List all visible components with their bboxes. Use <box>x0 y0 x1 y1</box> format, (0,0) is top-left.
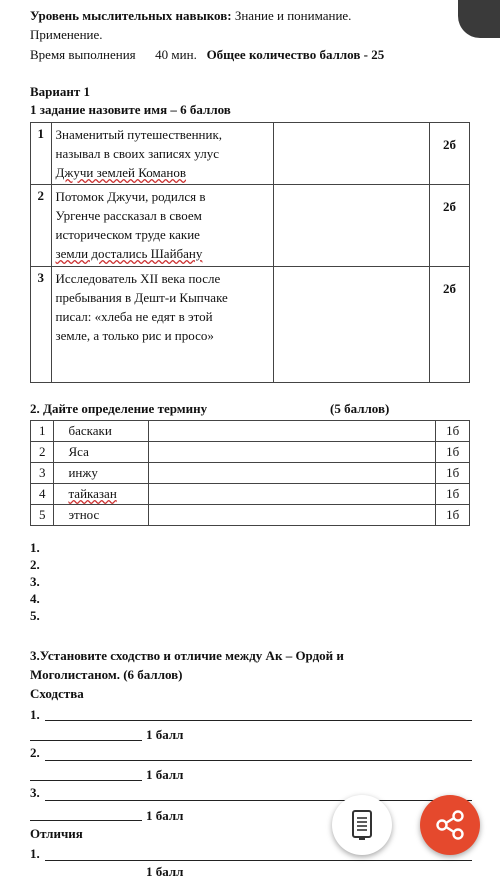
task2-title <box>30 401 207 417</box>
total-points: Общее количество баллов - 25 <box>206 47 385 62</box>
answer-line[interactable] <box>30 780 142 781</box>
text-line: историческом труде какие <box>55 227 200 242</box>
points-note: 1 балл <box>146 767 184 782</box>
text-line: земли достались Шайбану <box>55 246 203 261</box>
answer-cell[interactable] <box>274 185 430 267</box>
row-number: 2 <box>31 185 52 267</box>
task3-title-line2: Моголистаном. (6 баллов) <box>30 667 183 682</box>
text-line: Знаменитый путешественник, <box>55 127 223 142</box>
task1-title: 1 задание назовите имя – 6 баллов <box>30 102 231 117</box>
task2-points: (5 баллов) <box>330 401 390 416</box>
table-row <box>31 267 470 383</box>
points-cell: 2б <box>429 267 469 383</box>
similarity-item: 1. <box>30 707 40 722</box>
text-line: называл в своих записях улус <box>55 146 219 161</box>
answer-number: 4. <box>30 591 40 606</box>
table-row <box>31 463 470 484</box>
answer-number: 2. <box>30 557 40 572</box>
answer-line[interactable] <box>30 740 142 741</box>
row-number: 2 <box>31 442 54 463</box>
points-cell: 1б <box>436 505 470 526</box>
table-row <box>31 505 470 526</box>
document-button[interactable] <box>332 795 392 855</box>
points-note: 1 балл <box>146 808 184 823</box>
text-line: Джучи землей Команов <box>55 165 187 180</box>
row-number: 1 <box>31 421 54 442</box>
definition-cell[interactable] <box>149 442 436 463</box>
time-line <box>30 47 384 63</box>
answer-line[interactable] <box>45 760 472 761</box>
text-line: Потомок Джучи, родился в <box>55 189 206 204</box>
answer-number: 1. <box>30 540 40 555</box>
term-cell: тайказан <box>54 484 149 505</box>
task3-title-line1: 3.Установите сходство и отличие между Ак – Ордой и <box>30 648 344 663</box>
task1-table <box>30 122 470 383</box>
task2-table <box>30 420 470 526</box>
share-icon <box>420 795 480 855</box>
time-label: Время выполнения <box>30 47 136 62</box>
skills-value: Знание и понимание. <box>234 8 352 23</box>
table-row <box>31 421 470 442</box>
definition-cell[interactable] <box>149 505 436 526</box>
text-line: Ургенче рассказал в своем <box>55 208 202 223</box>
answer-number: 5. <box>30 608 40 623</box>
answer-line[interactable] <box>45 800 472 801</box>
variant-title: Вариант 1 <box>30 84 91 99</box>
answer-number: 3. <box>30 574 40 589</box>
points-note: 1 балл <box>146 864 184 879</box>
difference-item: 1. <box>30 846 40 861</box>
row-number: 5 <box>31 505 54 526</box>
points-cell: 1б <box>436 463 470 484</box>
row-number: 3 <box>31 267 52 383</box>
text-line: земле, а только рис и просо» <box>55 328 214 343</box>
term-cell: баскаки <box>54 421 149 442</box>
overflow-button[interactable] <box>458 0 500 38</box>
question-text <box>51 267 274 383</box>
answer-line[interactable] <box>30 820 142 821</box>
differences-label: Отличия <box>30 826 83 841</box>
time-value: 40 мин. <box>155 47 197 62</box>
answer-cell[interactable] <box>274 123 430 185</box>
document-icon <box>332 795 392 855</box>
answer-cell[interactable] <box>274 267 430 383</box>
similarities-label: Сходства <box>30 686 84 701</box>
text-line: Исследователь XII века после <box>55 271 221 286</box>
answer-line[interactable] <box>45 860 472 861</box>
skills-line <box>30 8 351 24</box>
table-row <box>31 484 470 505</box>
definition-cell[interactable] <box>149 421 436 442</box>
row-number: 3 <box>31 463 54 484</box>
skills-label: Уровень мыслительных навыков: <box>30 8 232 23</box>
similarity-item: 2. <box>30 745 40 760</box>
term-cell: этнос <box>54 505 149 526</box>
skills-value2: Применение. <box>30 27 103 42</box>
text-line: писал: «хлеба не едят в этой <box>55 309 213 324</box>
points-cell: 1б <box>436 442 470 463</box>
points-note: 1 балл <box>146 727 184 742</box>
term-cell: Яса <box>54 442 149 463</box>
task2-title-text: 2. Дайте определение термину <box>30 401 208 416</box>
row-number: 4 <box>31 484 54 505</box>
points-cell: 1б <box>436 421 470 442</box>
row-number: 1 <box>31 123 52 185</box>
table-row <box>31 123 470 185</box>
question-text <box>51 123 274 185</box>
similarity-item: 3. <box>30 785 40 800</box>
text-line: пребывания в Дешт-и Кыпчаке <box>55 290 228 305</box>
term-cell: инжу <box>54 463 149 484</box>
definition-cell[interactable] <box>149 463 436 484</box>
points-cell: 2б <box>429 123 469 185</box>
question-text <box>51 185 274 267</box>
points-cell: 1б <box>436 484 470 505</box>
answer-line[interactable] <box>45 720 472 721</box>
table-row <box>31 442 470 463</box>
table-row <box>31 185 470 267</box>
share-button[interactable] <box>420 795 480 855</box>
definition-cell[interactable] <box>149 484 436 505</box>
points-cell: 2б <box>429 185 469 267</box>
